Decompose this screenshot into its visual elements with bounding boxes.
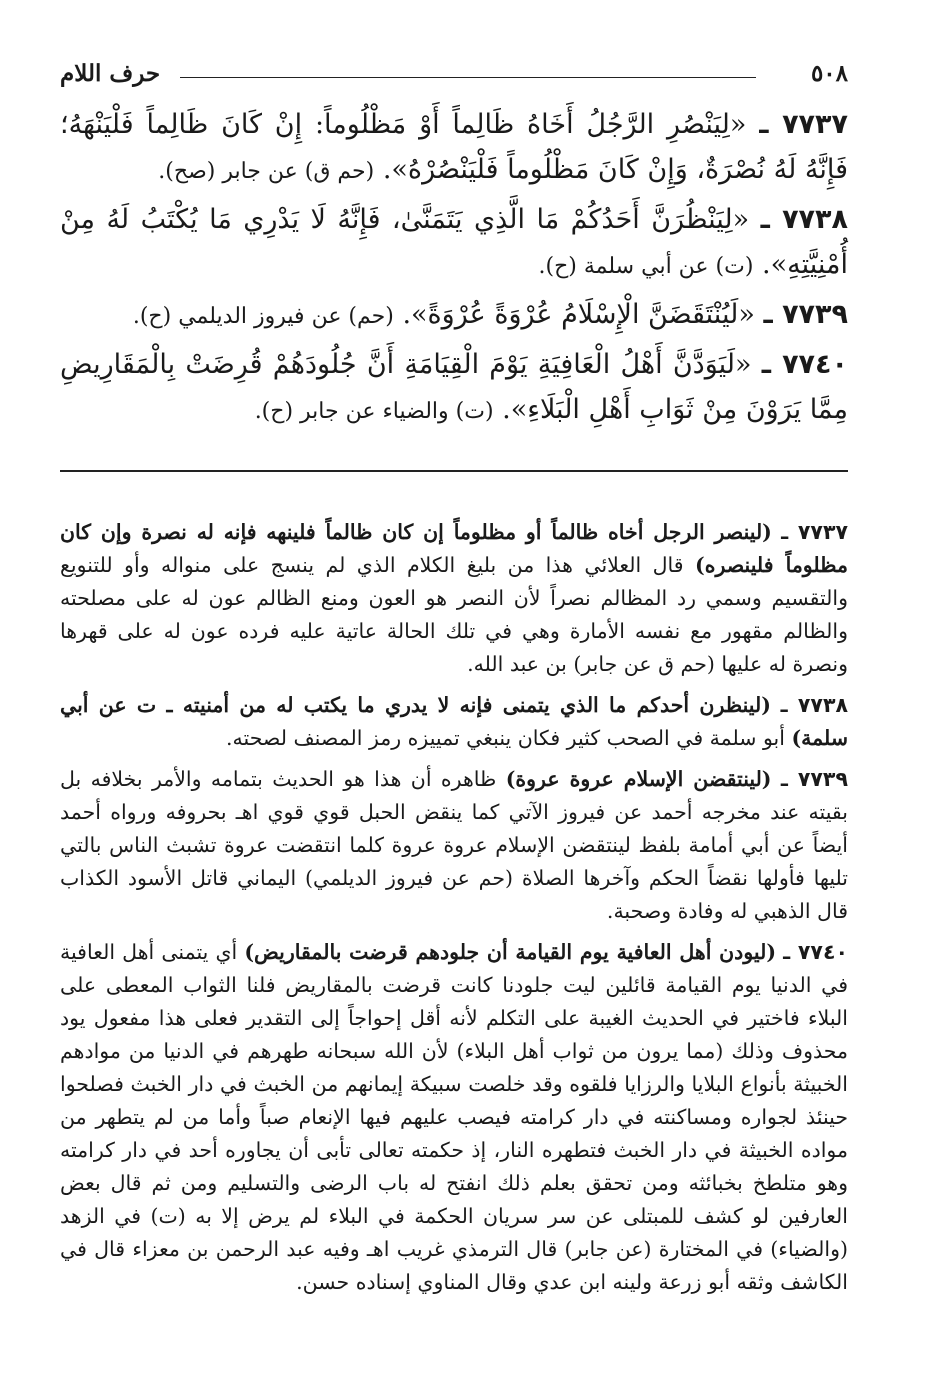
hadith-body: «لِيَنْصُرِ الرَّجُلُ أَخَاهُ ظَالِماً أَوْ مَظْلُوماً: إِنْ كَانَ ظَالِماً فَلْيَنْهَهُ؛ فَإِنَّهُ لَهُ نُصْرَةٌ، وَإِنْ كَانَ مَظْلُوماً فَلْيَنْصُرْهُ». <box>60 109 848 185</box>
commentary-section <box>60 516 848 1307</box>
hadith-source: (حم) عن فيروز الديلمي (ح). <box>132 304 394 329</box>
commentary-number: ٧٧٣٨ ـ <box>780 693 848 717</box>
hadith-number: ٧٧٤٠ ـ <box>761 349 848 380</box>
hadith-body: «لَيُنْتَقَضَنَّ الْإِسْلَامُ عُرْوَةً عُرْوَةً». <box>402 299 755 330</box>
page-number: ٥٠٨ <box>810 60 848 87</box>
running-title: حرف اللام <box>60 60 161 87</box>
hadith-7738 <box>60 197 848 289</box>
commentary-body: أي يتمنى أهل العافية في الدنيا يوم القيامة قائلين ليت جلودنا كانت قرضت بالمقاريض فلنا الثواب المعطى على البلاء فاختير في الحديث الغيبة على التكلم لأنه أقل إحواجاً إلى التقدير فعلى هذا مفعول يود محذوف وذلك (مما يرون من ثواب أهل البلاء) لأن الله سبحانه طهرهم في الدنيا من موادهم الخبيثة بأنواع البلايا والرزايا فلقوه وقد خلصت سبيكة إيمانهم من الخبث في دار الخبث فصلحوا حينئذ لجواره ومساكنته في دار كرامته فيصب عليهم فيها الإنعام صباً وأما من لم يتطهر من مواده الخبيثة في دار الخبث فتطهره النار، إذ حكمته تعالى تأبى أن يجاوره أحد في دار كرامته وهو متلطخ بخبائثه ومن تحقق بعلم ذلك انفتح له باب الرضى والتسليم ومن ثم قال بعض العارفين لو كشف للمبتلى عن سر سريان الحكمة في البلاء لم يرض إلا به (ت) في الزهد (والضياء) في المختارة (عن جابر) قال الترمذي غريب اهـ وفيه عبد الرحمن بن معزاء قال في الكاشف وثقه أبو زرعة ولينه ابن عدي وقال المناوي إسناده حسن. <box>60 940 848 1294</box>
commentary-7740 <box>60 936 848 1299</box>
hadith-7740 <box>60 342 848 434</box>
commentary-7739 <box>60 763 848 928</box>
commentary-7737 <box>60 516 848 681</box>
hadith-number: ٧٧٣٧ ـ <box>759 109 848 140</box>
commentary-7738 <box>60 689 848 755</box>
book-page <box>60 40 848 1350</box>
hadith-7737 <box>60 102 848 194</box>
hadith-source: (ت) والضياء عن جابر (ح). <box>254 399 494 424</box>
hadith-number: ٧٧٣٩ ـ <box>763 299 848 330</box>
commentary-lemma: (لينتقضن الإسلام عروة عروة) <box>505 767 772 791</box>
hadith-body: «لَيَوَدَّنَّ أَهْلُ الْعَافِيَةِ يَوْمَ الْقِيَامَةِ أَنَّ جُلُودَهُمْ قُرِضَتْ بِالْمَقَارِيضِ مِمَّا يَرَوْنَ مِنْ ثَوَابِ أَهْلِ الْبَلَاءِ». <box>60 349 848 425</box>
hadith-text-section <box>60 102 848 437</box>
hadith-7739 <box>60 292 848 339</box>
commentary-lemma: (ليودن أهل العافية يوم القيامة أن جلودهم قرضت بالمقاريض) <box>244 940 777 964</box>
commentary-lemma: (لينصر الرجل أخاه ظالماً أو مظلوماً إن كان ظالماً فلينهه فإنه له نصرة وإن كان مظلوماً فلينصره) <box>60 520 848 577</box>
page-header <box>60 54 848 94</box>
header-rule <box>180 77 756 78</box>
commentary-body: ظاهره أن هذا هو الحديث بتمامه والأمر بخلافه بل بقيته عند مخرجه أحمد عن فيروز الآتي كما ينقض الحبل قوي قوي اهـ بحروفه ورواه أحمد أيضاً عن أبي أمامة بلفظ لينتقضن الإسلام عروة عروة كلما انتقضت عروة تشبث الناس بالتي تليها فأولها نقضاً الحكم وآخرها الصلاة (حم عن فيروز الديلمي) اليماني قاتل الأسود الكذاب قال الذهبي له وفادة وصحبة. <box>60 767 848 923</box>
commentary-body: أبو سلمة في الصحب كثير فكان ينبغي تمييزه رمز المصنف لصحته. <box>226 726 785 750</box>
hadith-number: ٧٧٣٨ ـ <box>760 204 848 235</box>
hadith-source: (حم ق) عن جابر (صح). <box>158 159 375 184</box>
commentary-number: ٧٧٤٠ ـ <box>783 940 848 964</box>
hadith-source: (ت) عن أبي سلمة (ح). <box>538 254 754 279</box>
section-divider <box>60 470 848 472</box>
commentary-number: ٧٧٣٩ ـ <box>780 767 848 791</box>
commentary-body: قال العلائي هذا من بليغ الكلام الذي لم ينسج على منواله وأو للتنويع والتقسيم وسمي رد المظالم نصراً لأن النصر هو العون ومنع الظالم عون له على مصلحته والظالم مقهور مع نفسه الأمارة وهي في تلك الحالة عاتية عليه فرده عون له على قهرها ونصرة له عليها (حم ق عن جابر) بن عبد الله. <box>60 553 848 676</box>
commentary-number: ٧٧٣٧ ـ <box>781 520 848 544</box>
hadith-body: «لِيَنْظُرَنَّ أَحَدُكُمْ مَا الَّذِي يَتَمَنَّىٰ، فَإِنَّهُ لَا يَدْرِي مَا يُكْتَبُ لَهُ مِنْ أُمْنِيَّتِهِ». <box>60 204 848 280</box>
commentary-lemma: (لينظرن أحدكم ما الذي يتمنى فإنه لا يدري ما يكتب له من أمنيته ـ ت عن أبي سلمة) <box>60 693 848 750</box>
